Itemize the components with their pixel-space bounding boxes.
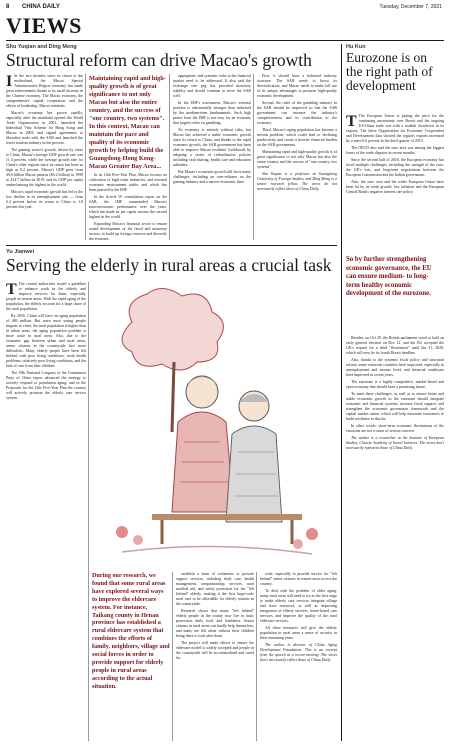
article1-column-3 — [173, 74, 251, 240]
article2-footnote: The author is a researcher at the Institute of European Studies, Chinese Academy of Social Sciences. The views don't necessarily represent those of China Daily. — [346, 436, 444, 450]
drop-cap: T — [346, 114, 357, 130]
article2-paragraph: Since the second half of 2018, the European economy has faced multiple challenges, including the strength of the euro, the UK's exit, and long-term negotiations between the European Commission and the Italian government. — [346, 158, 444, 177]
article1-column-2 — [89, 173, 167, 240]
article1-paragraph: appropriate, and systemic risks in the financial market need to be addressed. It also said the exchange rate peg has provided monetary stability and should continue to serve the SAR well. — [173, 74, 251, 98]
header-rule — [6, 40, 444, 41]
article1-paragraph: Macao's rapid economic growth has led to the low decline in its unemployment rate — from 6.4 percent before its return to China to 1.8 percent this year. — [6, 190, 83, 209]
article3-footnote: The author is director of China Aging Development Foundation. This is an excerpt from the speech at a recent meeting. The views don't necessarily reflect those of China Daily. — [260, 643, 337, 662]
column-divider — [172, 572, 173, 741]
article1-paragraph: Macao's economy has grown rapidly, especially after the mainland opened the World Trade Organization in 2001, launched the Individual Visit Scheme for Hong Kong and Macao in 2003, and signed agreements to liberalize trade with the SAR and launched the resort tourism industry in the process. — [6, 111, 83, 145]
article3-paragraph: T The central authorities issued a guideline to enhance work in the elderly and improve services for them, especially people in remote areas. With the rapid aging of the population, the elderly account for a large share of the rural population. — [6, 282, 86, 311]
elderly-couple-illustration — [92, 282, 337, 568]
drop-cap: I — [6, 74, 13, 90]
article1-column-4 — [257, 74, 337, 240]
section-title: VIEWS — [6, 13, 82, 38]
article1-paragraph: The gaming sector's growth, driven by visits to China, Macao's average GDP growth rate was 11.4 percent, while the average growth rate for China's other regions since its return has been as high as 8.2 percent. Macao's GDP grew from 49.6 billion Macao patacas ($6.2 billion) in 1999 to 434.7 billion in 2019, and its GDP per capita ranked among the highest in the world. — [6, 148, 83, 187]
article3-headline: Serving the elderly in rural areas a crucial task — [6, 255, 332, 275]
article1-paragraph: Second, the rules of the gambling industry in the SAR should be improved so that the SAR government can increase the industry's competitiveness and its contribution to the economy. — [257, 101, 337, 125]
article3-paragraph: All these measures will give the elderly population in rural areas a sense of security in their remaining years. — [260, 626, 337, 640]
article3-paragraph: wide, especially to provide service for "left behind" senior citizens in remote areas across the country. — [260, 572, 337, 586]
article3-paragraph: The 19th National Congress of the Communist Party of China report advanced the strategy to actively respond to population aging, and in the Proposals for the 14th Five-Year Plan the country will actively promote the elderly care service system. — [6, 371, 86, 400]
page-number: 8 — [6, 4, 10, 10]
article1-paragraph: Maintaining rapid and high-quality growth is of great significance to not only Macao but also the entire country and the success of "one country, two systems". — [257, 150, 337, 169]
issue-date: Tuesday, December 7, 2021 — [379, 4, 442, 10]
section-divider — [341, 44, 342, 741]
article2-paragraph: To meet these challenges, as well as to ensure better and stable economic growth in the eurozone should integrate economic and financial systems, increase fiscal support, and strengthen the economic governance framework and the capital market union, which will help eurozone economies to build resilience to shocks. — [346, 392, 444, 421]
article2-paragraph: Besides, on Oct 29, the British parliament voted to hold an early general election on Dec 12, and the EU accepted the UK's request for a third "flextension" until Jan 31, 2020, which will now be its fourth Brexit deadline. — [346, 336, 444, 355]
article3-top-rule — [6, 245, 337, 246]
drop-cap: T — [6, 282, 17, 298]
column-divider — [169, 74, 170, 240]
article2-column-1 — [346, 114, 444, 252]
article1-paragraph: Third, Macao's aging population has become a serious problem, which could lead to declining productivity and create a heavier financial burden on the SAR government. — [257, 128, 337, 147]
article2-paragraph: T The European Union is paying the price for the continuing uncertainty over Brexit and the ongoing US-China trade war with a notable slowdown in its exports. The latest Organisation for Economic Cooperation and Development data showed the region's exports increased by a mere 0.6 percent in the third quarter of 2019. — [346, 114, 444, 143]
article2-pull-quote: So by further strengthening economic governance, the EU can ensure medium- to long-term healthy economic development of the eurozone. — [346, 256, 432, 298]
article1-column-1 — [6, 74, 83, 240]
article1-paragraph: No economy is entirely without risks, but Macao has achieved a stable economic growth since its return to China, and thanks to the rapid economic growth, the SAR government has been able to improve Macao residents' livelihoods by adopting a series of redistribution policies including cash sharing, health care and education subsidies. — [173, 128, 251, 167]
column-divider — [85, 74, 86, 240]
article1-paragraph: In the IMF's assessment, Macao's external position is substantially stronger than indicated by the medium-term fundamentals. Such high praise from the IMF is not easy for an economy that largely relies on gambling. — [173, 101, 251, 125]
article3-paragraph: The project will make efforts to ensure the eldercare model is widely accepted and people in the countryside will be accommodated and cared for. — [176, 641, 254, 660]
article3-column-3 — [176, 572, 254, 741]
article2-headline: Eurozone is on the right path of development — [346, 50, 433, 94]
article3-pull-quote: During our research, we found that some rural areas have explored several ways to improve the eldercare system. For instance, Taikang county in Henan province has established a rural eldercare system that combines the efforts of family, neighbors, village and social forces in order to provide support for elderly people in rural areas according to the actual situation. — [92, 572, 170, 690]
article1-paragraph: First, it should have a balanced industry structure. The SAR needs to boost its diversification, and Macao needs to make full use of its unique advantages to promote high-quality economic development. — [257, 74, 337, 98]
article3-byline: Yu Jianwei — [6, 249, 35, 255]
article1-headline: Structural reform can drive Macao's growth — [6, 50, 312, 70]
column-divider — [88, 282, 89, 741]
article1-paragraph: In its 14th Five-Year Plan, Macao focuses on cultivation of high-value industries, and external economic environment stable, and which has been praised by the IMF. — [89, 173, 167, 192]
article3-paragraph: establish a team of volunteers to provide support services, including daily care, health management, companionship, services, rural medical aid, and safety protection for the "left behind" elderly, making it the first large-scale rural care to be affordable for elderly citizens in the countryside. — [176, 572, 254, 606]
article3-paragraph: Research shows that many "left behind" elderly people in the county now live in basic protection, daily food, and loneliness. Senior citizens in rural areas can hardly help themselves, and many are left alone without their children being there to look after them. — [176, 609, 254, 638]
article3-paragraph: To deal with the problem of older aging, many rural areas still need to try as the first stage to make elderly care services integrate village and town resources, as well as improving integration of elderly services, home-based care services, and improve the quality of the rural eldercare services. — [260, 589, 337, 623]
article1-paragraph: Expanding Macao's financial sector to ensure sound development of the fiscal and monetary sectors, to build up foreign reserves and diversify the economy. — [89, 222, 167, 240]
article2-paragraph: In other words, short-term economic fluctuations of the eurozone are not a cause of serious concern. — [346, 424, 444, 433]
article2-column-2 — [346, 336, 444, 741]
article2-paragraph: Also, thanks to the systemic fiscal policy and structural reform, some eurozone countries have improved, especially in unemployment and income level, and financial conditions have improved in recent years. — [346, 358, 444, 377]
article1-footnote: Shu Yuqian is a professor at Guangdong University of Foreign Studies, and Ding Meng is a senior research fellow. The views do not necessarily reflect those of China Daily. — [257, 172, 337, 191]
article3-paragraph: By 2050, China will have an aging population of 480 million. But since most young people migrate to cities, the rural population is higher than in urban areas, the aging population problem is more acute in rural areas. Also, due to the economic gap between urban and rural areas, senior citizens in the countryside face more difficulties. Many elderly people have been left behind, with poor living conditions, weak health problems, relatively poor living conditions, and the lack of care from their children. — [6, 314, 86, 368]
column-divider — [256, 572, 257, 741]
article1-paragraph: In the Article IV consultation report on the SAR, the IMF commended Macao's macroeconomic performance over the years, which has made its per capita income the second highest in the world. — [89, 195, 167, 219]
article2-byline: Hu Kun — [346, 44, 366, 50]
article1-paragraph: I In the two decades since its return to the motherland, the Macao Special Administrative Region economy has made great achievements thanks to its small increase in the Chinese economy. The Macao economy, the comprehensive capital cooperation and the efforts of leadership, Macao residents. — [6, 74, 83, 108]
paper-name: CHINA DAILY — [22, 4, 60, 10]
article1-paragraph: But Macao's economic growth still faces many challenges, including an over-reliance on the gaming industry and a narrow economic base. — [173, 170, 251, 184]
article2-paragraph: The eurozone is a highly competitive, market-based and open economy that should have a promising future. — [346, 380, 444, 389]
column-divider — [253, 74, 254, 240]
article1-byline: Shu Yuqian and Ding Meng — [6, 44, 77, 50]
article3-column-4 — [260, 572, 337, 741]
article2-paragraph: Also, the euro area and the wider European Union have been hit by its weak growth, low inflation and the European Central Bank's negative interest rate policy. — [346, 180, 444, 194]
article1-pull-quote: Maintaining rapid and high-quality growth is of great significance to not only Macao but also the entire country, and the success of "one country, two systems". In this context, Macao can maintain the pace and quality of its economic growth by helping build the Guangdong-Hong Kong-Macao Greater Bay Area... — [89, 75, 166, 170]
article2-paragraph: The OECD also said the euro area was among the biggest losers of the trade disputes in recent months. — [346, 146, 444, 155]
article3-column-1 — [6, 282, 86, 741]
